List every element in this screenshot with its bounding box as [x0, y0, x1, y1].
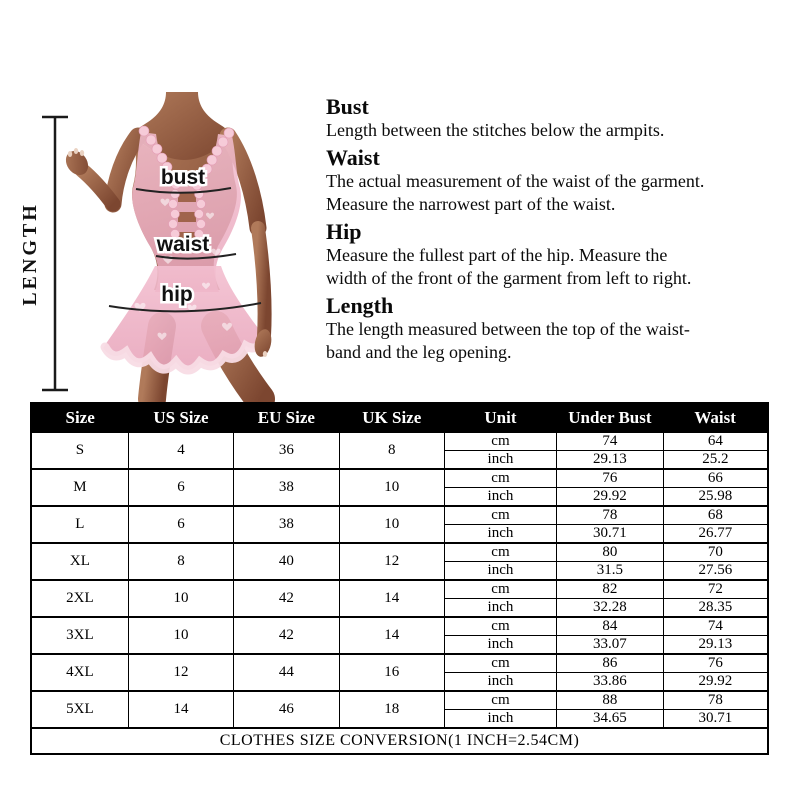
- definition-text-line: Measure the narrowest part of the waist.: [326, 194, 616, 214]
- uk-size-cell: 8: [339, 432, 444, 469]
- size-conversion-table: [30, 402, 769, 755]
- us-size-cell: 10: [128, 580, 233, 617]
- under-bust-inch-cell: 29.92: [556, 488, 663, 507]
- uk-size-cell: 18: [339, 691, 444, 728]
- column-header: EU Size: [234, 403, 339, 432]
- unit-cell: inch: [444, 562, 556, 581]
- waist-inch-cell: 27.56: [663, 562, 768, 581]
- column-header: Waist: [663, 403, 768, 432]
- model-photo: [20, 90, 330, 402]
- definition-text-line: Measure the fullest part of the hip. Measure the: [326, 244, 668, 265]
- measurement-figure: [20, 90, 330, 402]
- definition-term: Hip: [326, 218, 362, 244]
- waist-inch-cell: 26.77: [663, 525, 768, 544]
- column-header: UK Size: [339, 403, 444, 432]
- unit-cell: inch: [444, 525, 556, 544]
- under-bust-cm-cell: 88: [556, 691, 663, 710]
- under-bust-cm-cell: 78: [556, 506, 663, 525]
- us-size-cell: 10: [128, 617, 233, 654]
- uk-size-cell: 14: [339, 617, 444, 654]
- eu-size-cell: 40: [234, 543, 339, 580]
- under-bust-inch-cell: 33.86: [556, 673, 663, 692]
- eu-size-cell: 42: [234, 580, 339, 617]
- table-footer-note: CLOTHES SIZE CONVERSION(1 INCH=2.54CM): [31, 728, 768, 754]
- us-size-cell: 14: [128, 691, 233, 728]
- size-cell: 5XL: [31, 691, 128, 728]
- under-bust-inch-cell: 29.13: [556, 451, 663, 470]
- under-bust-inch-cell: 31.5: [556, 562, 663, 581]
- unit-cell: cm: [444, 580, 556, 599]
- us-size-cell: 12: [128, 654, 233, 691]
- under-bust-cm-cell: 84: [556, 617, 663, 636]
- waist-inch-cell: 29.13: [663, 636, 768, 655]
- column-header: US Size: [128, 403, 233, 432]
- waist-label: waist: [156, 233, 210, 256]
- definition-text-line: Length between the stitches below the armpits.: [326, 120, 665, 140]
- size-row-cm: [31, 654, 768, 673]
- size-cell: 2XL: [31, 580, 128, 617]
- table-header-row: [31, 403, 768, 432]
- us-size-cell: 4: [128, 432, 233, 469]
- size-row-cm: [31, 543, 768, 562]
- hip-label: hip: [161, 283, 193, 306]
- definition-text-line: band and the leg opening.: [326, 342, 512, 362]
- definition-term: Bust: [326, 94, 369, 119]
- size-cell: S: [31, 432, 128, 469]
- under-bust-inch-cell: 30.71: [556, 525, 663, 544]
- under-bust-inch-cell: 34.65: [556, 710, 663, 729]
- column-header: Under Bust: [556, 403, 663, 432]
- waist-inch-cell: 25.98: [663, 488, 768, 507]
- model-left-arm: [61, 136, 138, 204]
- us-size-cell: 6: [128, 469, 233, 506]
- unit-cell: cm: [444, 469, 556, 488]
- unit-cell: cm: [444, 543, 556, 562]
- waist-inch-cell: 29.92: [663, 673, 768, 692]
- eu-size-cell: 38: [234, 469, 339, 506]
- waist-inch-cell: 30.71: [663, 710, 768, 729]
- size-cell: 4XL: [31, 654, 128, 691]
- under-bust-cm-cell: 82: [556, 580, 663, 599]
- unit-cell: cm: [444, 654, 556, 673]
- unit-cell: cm: [444, 617, 556, 636]
- waist-cm-cell: 72: [663, 580, 768, 599]
- eu-size-cell: 46: [234, 691, 339, 728]
- size-row-cm: [31, 691, 768, 710]
- unit-cell: inch: [444, 488, 556, 507]
- uk-size-cell: 12: [339, 543, 444, 580]
- table-footer-row: [31, 728, 768, 754]
- size-row-cm: [31, 617, 768, 636]
- eu-size-cell: 42: [234, 617, 339, 654]
- column-header: Size: [31, 403, 128, 432]
- under-bust-cm-cell: 86: [556, 654, 663, 673]
- uk-size-cell: 16: [339, 654, 444, 691]
- size-row-cm: [31, 432, 768, 451]
- measurement-definitions: [326, 92, 794, 365]
- unit-cell: inch: [444, 710, 556, 729]
- waist-cm-cell: 66: [663, 469, 768, 488]
- waist-cm-cell: 78: [663, 691, 768, 710]
- column-header: Unit: [444, 403, 556, 432]
- definition-text-line: The actual measurement of the waist of the garment.: [326, 170, 705, 191]
- unit-cell: inch: [444, 636, 556, 655]
- definition-term: Waist: [326, 144, 380, 170]
- size-cell: 3XL: [31, 617, 128, 654]
- size-cell: L: [31, 506, 128, 543]
- eu-size-cell: 36: [234, 432, 339, 469]
- length-label: LENGTH: [20, 202, 41, 306]
- us-size-cell: 6: [128, 506, 233, 543]
- unit-cell: inch: [444, 451, 556, 470]
- unit-cell: cm: [444, 432, 556, 451]
- us-size-cell: 8: [128, 543, 233, 580]
- unit-cell: inch: [444, 599, 556, 618]
- under-bust-cm-cell: 80: [556, 543, 663, 562]
- size-row-cm: [31, 506, 768, 525]
- waist-cm-cell: 74: [663, 617, 768, 636]
- waist-inch-cell: 25.2: [663, 451, 768, 470]
- waist-cm-cell: 70: [663, 543, 768, 562]
- under-bust-inch-cell: 33.07: [556, 636, 663, 655]
- size-row-cm: [31, 469, 768, 488]
- size-cell: XL: [31, 543, 128, 580]
- size-cell: M: [31, 469, 128, 506]
- definition-text-line: width of the front of the garment from left to right.: [326, 268, 692, 288]
- waist-cm-cell: 68: [663, 506, 768, 525]
- waist-cm-cell: 76: [663, 654, 768, 673]
- uk-size-cell: 10: [339, 506, 444, 543]
- uk-size-cell: 10: [339, 469, 444, 506]
- uk-size-cell: 14: [339, 580, 444, 617]
- definition-text-line: The length measured between the top of the waist-: [326, 318, 690, 339]
- under-bust-cm-cell: 74: [556, 432, 663, 451]
- unit-cell: cm: [444, 506, 556, 525]
- eu-size-cell: 44: [234, 654, 339, 691]
- size-row-cm: [31, 580, 768, 599]
- under-bust-cm-cell: 76: [556, 469, 663, 488]
- length-dimension-line: [42, 117, 68, 390]
- waist-cm-cell: 64: [663, 432, 768, 451]
- under-bust-inch-cell: 32.28: [556, 599, 663, 618]
- unit-cell: cm: [444, 691, 556, 710]
- waist-inch-cell: 28.35: [663, 599, 768, 618]
- eu-size-cell: 38: [234, 506, 339, 543]
- unit-cell: inch: [444, 673, 556, 692]
- bust-label: bust: [160, 166, 206, 189]
- definition-term: Length: [326, 292, 394, 318]
